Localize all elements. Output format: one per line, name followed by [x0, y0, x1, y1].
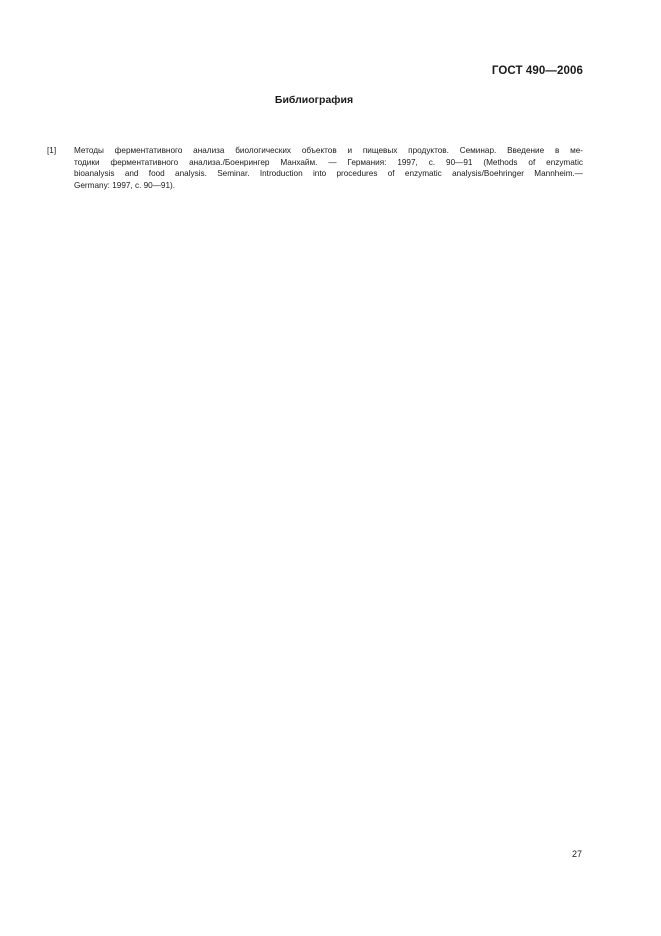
document-code: ГОСТ 490—2006: [491, 65, 583, 77]
bibliography-line: тодики ферментативного анализа./Боенрингер Манхайм. — Германия: 1997, с. 90—91 (Methods of enzymatic: [74, 157, 583, 167]
page-number: 27: [571, 849, 582, 859]
bibliography-line: bioanalysis and food analysis. Seminar. Introduction into procedures of enzymatic analysis/Boehringer Mannheim.—: [74, 169, 583, 178]
bibliography-list: [47, 145, 583, 191]
bibliography-entry: [47, 145, 583, 191]
bibliography-line: Методы ферментативного анализа биологических объектов и пищевых продуктов. Семинар. Введение в ме-: [74, 146, 583, 155]
bibliography-entry-number: [1]: [47, 146, 57, 155]
bibliography-entry-text: [74, 145, 583, 191]
section-title: Библиография: [274, 94, 354, 106]
bibliography-line: Germany: 1997, c. 90—91).: [74, 180, 176, 190]
